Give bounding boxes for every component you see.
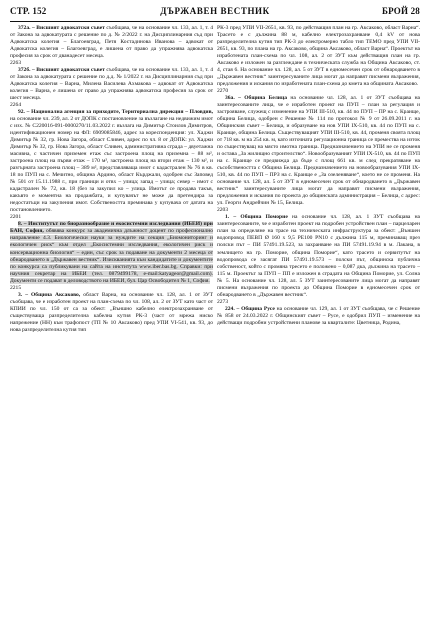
notice-36a-body: на основание чл. 128, ал. 1 от ЗУТ съобщава на заинтересованите лица, че е изработен проект на ПУП – план за регулация и застрояване, служещ с изменение на УПИ III-510, кв. 44 по ПУП – ПР на с. Краище, община Белица, одобрен с Решение № 114 по протокол № 9 от 26.09.2011 г. на Общинския съвет – Белица, и образуване на нов УПИ IX-510, кв. 44 по ПУП на с. Краище, община Белица. Съществуващият УПИ III-510, кв. 44, променя своята площ от 718 кв. м на 254 кв. м, като източната регулационна граница се премества на изток по съществуващ на място имотна граница. Предназначението на УПИ не се променя и остава „За жилищно строителство“. Новообразуваният УПИ IX-510, кв. 44 по ПУП на с. Краище се предвижда да бъде с площ 661 кв. м след прекратяване на съсобствеността с Община Белица. Предназначението на новообразувания УПИ IX-510, кв. 44 по ПУП – ПРЗ на с. Краище е „За озеленяване“, което не се променя. На основание чл. 128, ал. 5 от ЗУТ в едномесечен срок от обнародването в „Държавен вестник“ заинтересуваните лица могат да направят писмени възражения, предложения и искания по проекта до общинската администрация – Белица, с адрес: ул. Георги Андрейчин № 15, Белица. <box>217 95 420 207</box>
notice-92-body: на основание чл. 239, ал. 2 от ДОПК с постановление за възлагане на недвижим имот с изх. № С220016-091-0000270/11.03.2022 г. възлага на Димитър Стоилов Димитров, идентификационен номер на ФЛ: 6909085846, адрес за кореспонденция: ул. Хаджи Димитър № 32, гр. Нова Загора, област Сливен, адрес по чл. 8 от ДОПК: ул. Хаджи Димитър № 32, гр. Нова Загора, област Сливен, административна сграда – двуетажна масивна, с частичен приземен етаж със застроена площ на приземна – 88 м², застроена площ на първи етаж – 170 м², застроена площ на втори етаж – 130 м², и разгърната застроена площ – 389 м², представляваща имот с кадастрален № 76 в кв. 18 по ПУП на с. Мечитно, община Ардино, област Кърджали, одобрен със Заповед № 501 от 15.11.1988 г., при граници и отвх – улица; запад – улица; север – имот с кадастрален № 72, кв. 18 (без за закупил ко – улица. Имотът се продава такъв, какъвто е моментна на продажбата, и купувачът не може да претендира за недостатъци на закупения имот. Собствеността преминава у купувача от датата на постановлението. <box>10 116 213 214</box>
notice-36a-number: 2203 <box>217 207 229 214</box>
notice-36a <box>217 95 420 207</box>
notice-224 <box>217 306 420 327</box>
notice-3 <box>10 292 213 334</box>
notice-372b-body: съобщава, че на основание чл. 133, ал. 1, т. 4 от Закона за адвокатурата с решение по д.д. № 1/2022 г. на Дисциплинарния съд при Адвокатска колегия – Варна, Милена Василева Ахмакова – адвокат от Адвокатска колегия – Варна, е лишена от право да упражнява адвокатска професия за срок от шест месеца. <box>10 67 213 102</box>
notice-3-heading: 3. – Община Аксаково, <box>18 291 81 298</box>
notice-224-heading: 224. – Община Русе <box>225 305 275 312</box>
notice-372b-number: 2264 <box>10 102 22 109</box>
notice-372b <box>10 67 213 102</box>
notice-8-heading: 8. – Институтът по биоразнообразие и екосистемни изследвания (ИБЕИ) при БАН, София, <box>10 221 213 235</box>
notice-8-number: 2215 <box>10 284 22 291</box>
page-header <box>10 6 420 20</box>
notice-36a-heading: 36а. – Община Белица <box>225 95 287 102</box>
notice-3-continued: РК-3 пред УПИ VII-2651, кв. 93, по действащия план на гр. Аксаково, област Варна“. Трасето е с дължина 88 м, кабелно електрозахранване 0,4 kV от нова разпределителна кутия тип РК-3 до електромерно табло тип ТЕМО пред УПИ VII-2651, кв. 93, по плана на гр. Аксаково, община Аксаково, област Варна“. Проектът на изработената план-схема по чл. 108, ал. 2 от ЗУТ към действащия план на гр. Аксаково е изложен за разглеждане в техническата служба на Община Аксаково, ст. 4, стая 6. На основание чл. 128, ал. 5 от ЗУТ в едномесечен срок от обнародването в „Държавен вестник“ заинтересуваните лица могат да направят писмени възражения, предложения и искания по изработената план-схема до кмета на общината Аксаково. <box>217 25 420 88</box>
notice-3-number: 2270 <box>217 88 229 95</box>
notice-1 <box>217 214 420 298</box>
notice-372a-heading: 372а. – Висшият адвокатски съвет <box>18 25 105 31</box>
notice-372a-number: 2263 <box>10 60 22 67</box>
left-column <box>10 25 213 635</box>
page-number: СТР. 152 <box>10 6 47 16</box>
notice-372a-body: съобщава, че на основание чл. 133, ал. 1, т. 4 от Закона за адвокатурата с решение по д. № 2/2022 г. на Дисциплинарния съд при Адвокатска колегия – Благоевград, Петя Костадинова Иванова – адвокат от Адвокатска колегия – Благоевград, е лишена от право да упражнява адвокатска професия за срок от дванадесет месеца. <box>10 25 213 60</box>
header-rule <box>10 21 420 22</box>
right-column <box>217 25 420 635</box>
publication-title: ДЪРЖАВЕН ВЕСТНИК <box>160 6 270 16</box>
notice-92-heading: 92. – Национална агенция за приходите, Териториална дирекция – Пловдив, <box>18 109 213 116</box>
issue-number: БРОЙ 28 <box>381 6 420 16</box>
notice-8 <box>10 221 213 284</box>
notice-8-body: обявява конкурс за академична длъжност доцент по професионално направление 4.3. Биологически науки за нуждите на секция „Биомониторинг и екологичен риск“ към отдел „Екосистемни изследвания, екологичен риск и консервационна биология“ – един, със срок за подаване на документи 2 месеца от обнародването в „Държавен вестник“. Изискванията към кандидатите и документите по конкурса са публикувани на сайта на института www.iber.bas.bg. Справки: при научния секретар на ИБЕИ (тел. 0879499178, e-mail:katyageor@gmail.com). Документи се подават в деловодството на ИБЕИ, бул. Цар Освободител № 1, София. <box>10 228 213 284</box>
notice-372a <box>10 25 213 60</box>
notice-224-body: на основание чл. 129, ал. 1 от ЗУТ съобщава, че с Решение № 858 от 24.03.2022 г. Общинският съвет – Русе, е одобрил ПУП – изменение на действащи подробни устройствени планове за кварталите: Цветница, Родина, <box>217 305 420 326</box>
notice-1-body: на основание чл. 128, ал. 1 ЗУТ съобщава на заинтересованите, че е изработен проект на подробен устройствен план – парцеларен план за определяне на трасе на техническата инфраструктура за обект: „Външен водопровод ПЕВП Ø 160 x 9,5 PE100 PN10 с дължина 115 м, преминаващ през полски път – ПИ 57491.19.523, за захранване на ПИ 57491.19.94 в м. Лакана, в землището на гр. Поморие, община Поморие“, като трасето и сервитутът на водопровода се засягат ПИ 57491.19.573 – полски път, общинска публична собственост, който с промяна тресето е положено – 0,087 дка, дължина на трасето – 115 м. Проектът за ПУП – ПП е изложен в сградата на Община Поморие, ул. Солна № 5. На основание чл. 128, ал. 5 ЗУТ заинтересованите лица могат да направят писмени възражения по проекта до Община Поморие в едномесечен срок от обнародването в „Държавен вестник“. <box>217 214 420 298</box>
notice-1-heading: 1. – Община Поморие <box>225 214 288 221</box>
notice-372b-heading: 372б. – Висшият адвокатски съвет <box>18 67 105 74</box>
notice-1-number: 2273 <box>217 298 229 305</box>
notice-3-body: област Варна, на основание чл. 128, ал. 1 от ЗУТ съобщава, че е изработен проект на план-схема по чл. 108, ал. 2 от ЗУТ като част от КПИИ по чл. 150 от са за обект: „Външно кабелно електрозахранване от съществуваща разпределителна кабелна кутия РК-3 (част от мрежа ниско напрежение (НН) към трафопост (ТП № 10 Аксаково) пред УПИ VI-541, кв. 93, до нова разпределителна кутия тип <box>10 291 213 333</box>
notice-92-number: 2201 <box>10 214 22 221</box>
notice-92 <box>10 109 213 214</box>
